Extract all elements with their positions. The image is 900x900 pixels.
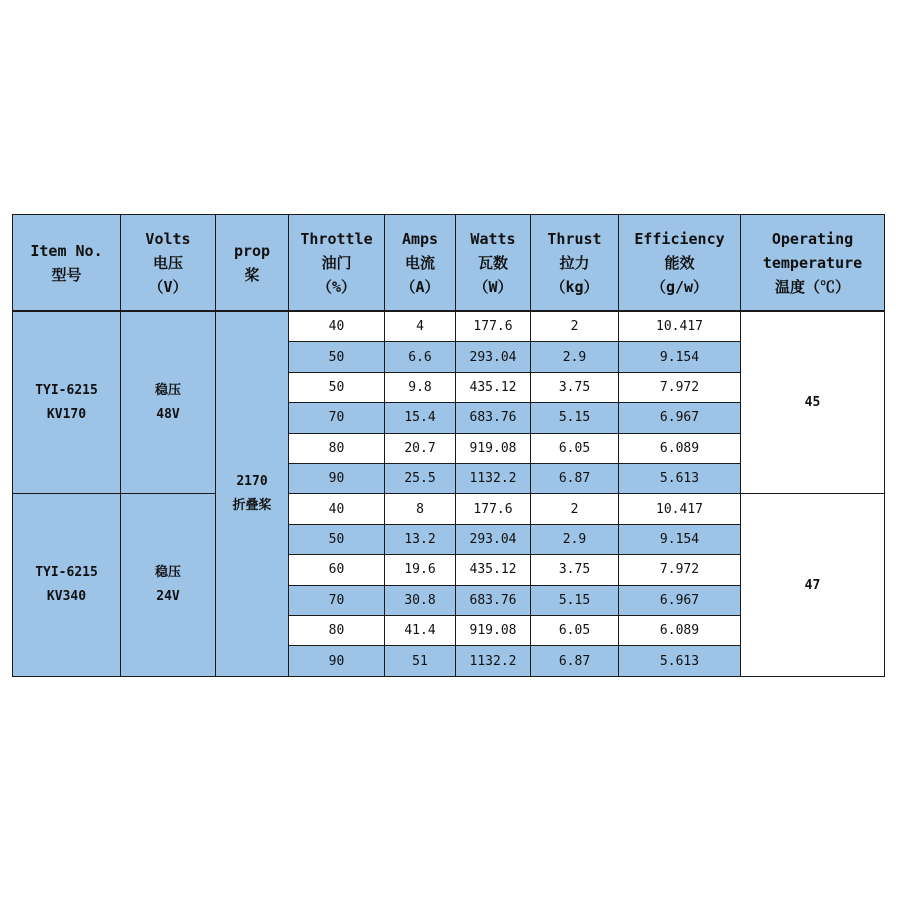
efficiency-cell: 9.154: [619, 524, 741, 554]
throttle-cell: 50: [289, 342, 385, 372]
watts-cell: 683.76: [456, 585, 531, 615]
throttle-cell: 40: [289, 494, 385, 524]
volts-cell: 稳压 24V: [121, 494, 216, 677]
watts-cell: 919.08: [456, 616, 531, 646]
amps-cell: 30.8: [385, 585, 456, 615]
throttle-cell: 90: [289, 646, 385, 677]
throttle-cell: 80: [289, 616, 385, 646]
efficiency-cell: 10.417: [619, 494, 741, 524]
throttle-cell: 70: [289, 585, 385, 615]
volts-cell: 稳压 48V: [121, 311, 216, 494]
throttle-cell: 70: [289, 403, 385, 433]
thrust-cell: 6.05: [531, 433, 619, 463]
thrust-cell: 6.05: [531, 616, 619, 646]
efficiency-cell: 6.967: [619, 403, 741, 433]
watts-cell: 177.6: [456, 494, 531, 524]
amps-cell: 51: [385, 646, 456, 677]
efficiency-cell: 7.972: [619, 372, 741, 402]
amps-cell: 15.4: [385, 403, 456, 433]
header-throttle: Throttle 油门 （%）: [289, 215, 385, 312]
header-thrust: Thrust 拉力 （kg）: [531, 215, 619, 312]
header-watts: Watts 瓦数 （W）: [456, 215, 531, 312]
temperature-cell: 45: [741, 311, 885, 494]
throttle-cell: 50: [289, 372, 385, 402]
header-item-no: Item No. 型号: [13, 215, 121, 312]
efficiency-cell: 5.613: [619, 646, 741, 677]
watts-cell: 683.76: [456, 403, 531, 433]
efficiency-cell: 10.417: [619, 311, 741, 342]
efficiency-cell: 6.089: [619, 433, 741, 463]
amps-cell: 8: [385, 494, 456, 524]
item-no-cell: TYI-6215 KV170: [13, 311, 121, 494]
amps-cell: 19.6: [385, 555, 456, 585]
efficiency-cell: 5.613: [619, 464, 741, 494]
motor-spec-table: [12, 214, 885, 677]
thrust-cell: 5.15: [531, 403, 619, 433]
amps-cell: 4: [385, 311, 456, 342]
watts-cell: 293.04: [456, 524, 531, 554]
watts-cell: 177.6: [456, 311, 531, 342]
table-row: [13, 494, 885, 524]
watts-cell: 293.04: [456, 342, 531, 372]
amps-cell: 9.8: [385, 372, 456, 402]
header-row: [13, 215, 885, 312]
watts-cell: 1132.2: [456, 464, 531, 494]
efficiency-cell: 6.089: [619, 616, 741, 646]
amps-cell: 6.6: [385, 342, 456, 372]
thrust-cell: 3.75: [531, 555, 619, 585]
header-prop: prop 桨: [216, 215, 289, 312]
amps-cell: 41.4: [385, 616, 456, 646]
thrust-cell: 2.9: [531, 342, 619, 372]
prop-cell: 2170 折叠桨: [216, 311, 289, 677]
thrust-cell: 2.9: [531, 524, 619, 554]
header-amps: Amps 电流 （A）: [385, 215, 456, 312]
header-temperature: Operating temperature 温度（℃）: [741, 215, 885, 312]
throttle-cell: 40: [289, 311, 385, 342]
thrust-cell: 2: [531, 494, 619, 524]
thrust-cell: 6.87: [531, 646, 619, 677]
thrust-cell: 2: [531, 311, 619, 342]
thrust-cell: 6.87: [531, 464, 619, 494]
throttle-cell: 60: [289, 555, 385, 585]
watts-cell: 1132.2: [456, 646, 531, 677]
watts-cell: 435.12: [456, 372, 531, 402]
throttle-cell: 50: [289, 524, 385, 554]
efficiency-cell: 7.972: [619, 555, 741, 585]
table-row: [13, 311, 885, 342]
temperature-cell: 47: [741, 494, 885, 677]
thrust-cell: 3.75: [531, 372, 619, 402]
header-volts: Volts 电压 （V）: [121, 215, 216, 312]
header-efficiency: Efficiency 能效 （g/w）: [619, 215, 741, 312]
amps-cell: 25.5: [385, 464, 456, 494]
amps-cell: 20.7: [385, 433, 456, 463]
amps-cell: 13.2: [385, 524, 456, 554]
item-no-cell: TYI-6215 KV340: [13, 494, 121, 677]
throttle-cell: 80: [289, 433, 385, 463]
efficiency-cell: 9.154: [619, 342, 741, 372]
watts-cell: 919.08: [456, 433, 531, 463]
watts-cell: 435.12: [456, 555, 531, 585]
thrust-cell: 5.15: [531, 585, 619, 615]
efficiency-cell: 6.967: [619, 585, 741, 615]
throttle-cell: 90: [289, 464, 385, 494]
